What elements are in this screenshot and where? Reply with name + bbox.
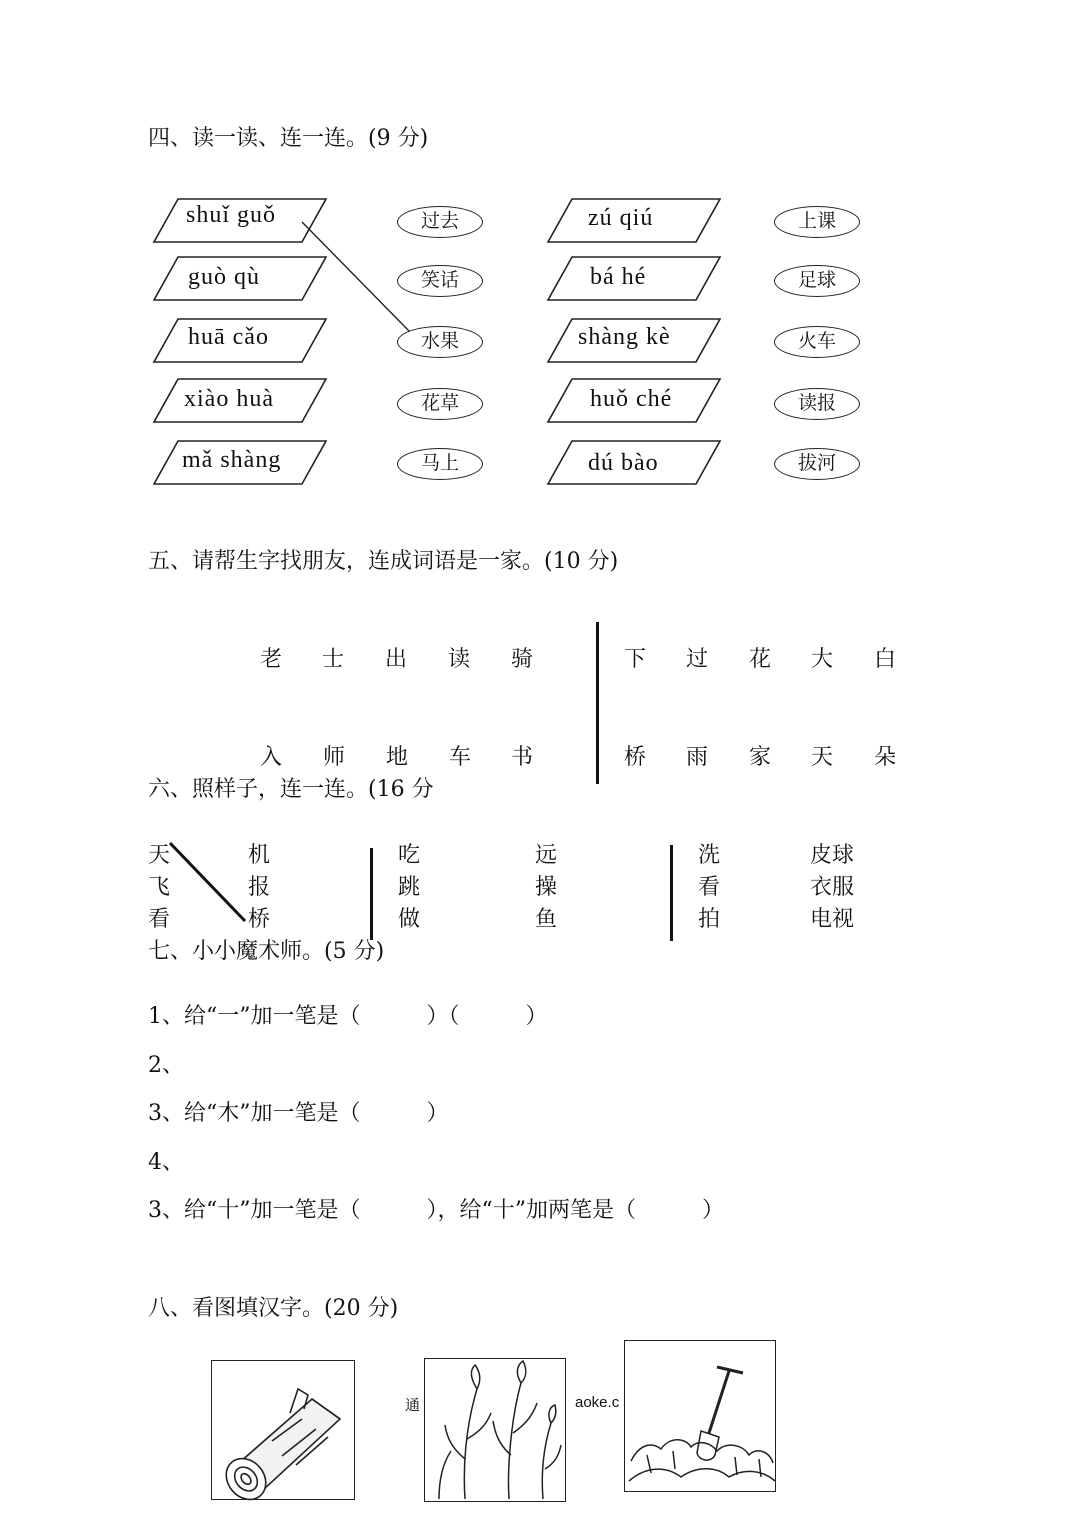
s5-char: 老: [260, 647, 283, 672]
s6-divider-1: [370, 848, 373, 940]
s5-char: 书: [511, 745, 534, 770]
right-word-oval: 足球: [774, 265, 860, 297]
right-pinyin: zú qiú: [588, 205, 654, 231]
s5-char: 天: [811, 745, 834, 770]
right-word-oval: 拔河: [774, 448, 860, 480]
left-pinyin: guò qù: [188, 264, 260, 290]
s5-char: 入: [260, 745, 283, 770]
log-drawing: [212, 1361, 356, 1501]
section-5-heading: 五、请帮生字找朋友，连成词语是一家。(10 分): [148, 549, 619, 574]
s5-char: 白: [874, 647, 897, 672]
shovel-picture: [624, 1340, 776, 1492]
s5-divider: [596, 622, 599, 784]
s7-item: 4、: [148, 1150, 184, 1175]
s5-char: 大: [811, 647, 834, 672]
s6-char: 看: [148, 907, 171, 932]
s7-item: 3、给“十”加一笔是（ ），给“十”加两笔是（ ）: [148, 1198, 724, 1223]
s6-char: 飞: [148, 875, 171, 900]
grain-drawing: [425, 1359, 567, 1503]
s5-char: 出: [385, 647, 408, 672]
s6-char: 做: [398, 907, 421, 932]
s6-char: 桥: [248, 907, 271, 932]
left-word-oval: 马上: [397, 448, 483, 480]
s5-char: 雨: [686, 745, 709, 770]
s5-char: 读: [448, 647, 471, 672]
s6-char: 洗: [698, 843, 721, 868]
s6-char: 跳: [398, 875, 421, 900]
s5-char: 花: [749, 647, 772, 672]
section-7-heading: 七、小小魔术师。(5 分): [148, 939, 385, 964]
left-word-oval: 过去: [397, 206, 483, 238]
s5-char: 朵: [874, 745, 897, 770]
s6-char: 看: [698, 875, 721, 900]
section-4-heading: 四、读一读、连一连。(9 分): [148, 126, 429, 151]
section-6-heading: 六、照样子，连一连。(16 分: [148, 777, 434, 802]
s6-divider-2: [670, 845, 673, 941]
right-pinyin: dú bào: [588, 450, 659, 476]
s6-char: 电视: [810, 907, 855, 932]
s5-char: 家: [749, 745, 772, 770]
example-connect-line: [302, 222, 410, 332]
s6-char: 报: [248, 875, 271, 900]
s6-char: 鱼: [535, 907, 558, 932]
right-word-oval: 读报: [774, 388, 860, 420]
left-pinyin: mǎ shàng: [182, 447, 282, 473]
left-word-oval: 水果: [397, 326, 483, 358]
right-pinyin: huǒ ché: [590, 386, 673, 412]
section-4-frames: [0, 0, 1075, 520]
shovel-drawing: [625, 1341, 777, 1493]
watermark-left: 通: [405, 1397, 421, 1414]
s5-char: 过: [686, 647, 709, 672]
s7-item: 3、给“木”加一笔是（ ）: [148, 1101, 449, 1126]
s6-char: 天: [148, 843, 171, 868]
s7-item: 1、给“一”加一笔是（ ）（ ）: [148, 1004, 548, 1029]
s5-char: 骑: [511, 647, 534, 672]
left-pinyin: shuǐ guǒ: [186, 202, 277, 228]
s6-char: 操: [535, 875, 558, 900]
right-word-oval: 上课: [774, 206, 860, 238]
log-picture: [211, 1360, 355, 1500]
s5-char: 桥: [624, 745, 647, 770]
s7-item: 2、: [148, 1053, 184, 1078]
s6-char: 衣服: [810, 875, 855, 900]
left-pinyin: huā cǎo: [188, 324, 269, 350]
right-pinyin: shàng kè: [578, 324, 671, 350]
left-pinyin: xiào huà: [184, 386, 274, 412]
left-word-oval: 笑话: [397, 265, 483, 297]
s6-example-line: [170, 843, 245, 921]
s5-char: 下: [624, 647, 647, 672]
right-pinyin: bá hé: [590, 264, 647, 290]
s5-char: 士: [322, 647, 345, 672]
right-word-oval: 火车: [774, 326, 860, 358]
grain-picture: [424, 1358, 566, 1502]
s6-char: 皮球: [810, 843, 855, 868]
s5-char: 车: [449, 745, 472, 770]
section-8-heading: 八、看图填汉字。(20 分): [148, 1296, 399, 1321]
s6-char: 拍: [698, 907, 721, 932]
s5-char: 地: [386, 745, 409, 770]
s6-char: 机: [248, 843, 271, 868]
left-word-oval: 花草: [397, 388, 483, 420]
s5-char: 师: [323, 745, 346, 770]
s6-char: 吃: [398, 843, 421, 868]
s6-char: 远: [535, 843, 558, 868]
watermark-right: aoke.c: [575, 1394, 620, 1411]
